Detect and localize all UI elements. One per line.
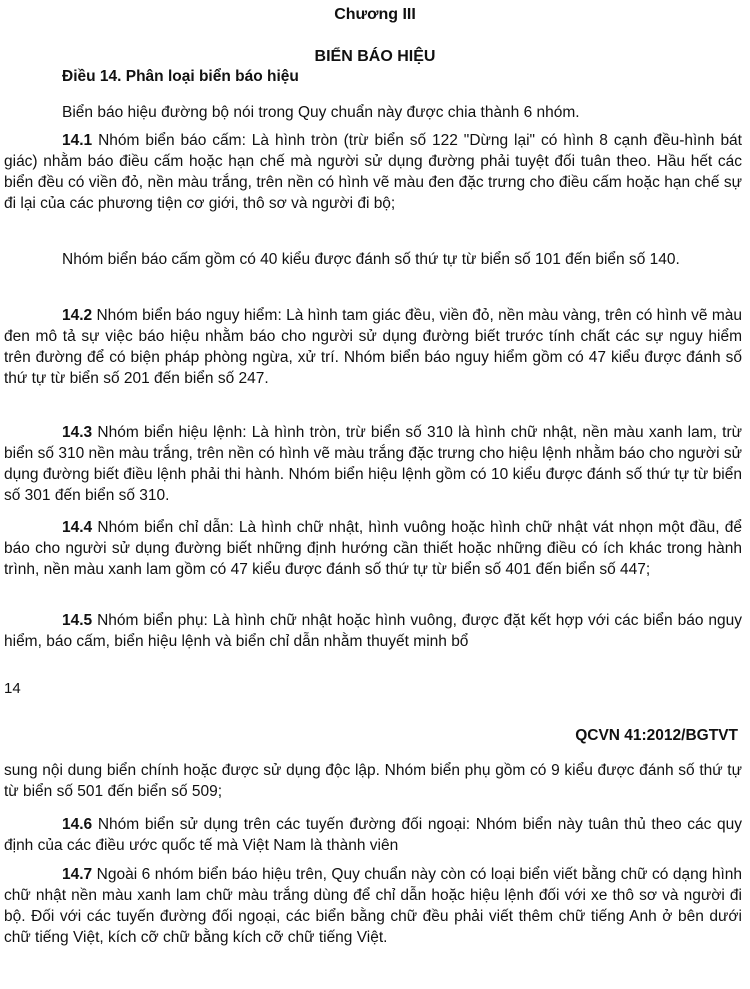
article-title: Điều 14. Phân loại biển báo hiệu <box>62 68 299 85</box>
item-14-2 <box>4 305 742 389</box>
running-header: QCVN 41:2012/BGTVT <box>575 727 738 744</box>
item-text: Nhóm biển phụ: Là hình chữ nhật hoặc hình vuông, được đặt kết hợp với các biển báo nguy hiểm, báo cấm, biển hiệu lệnh và biển chỉ dẫn nhằm thuyết minh bổ <box>4 612 742 650</box>
intro-paragraph: Biển báo hiệu đường bộ nói trong Quy chuẩn này được chia thành 6 nhóm. <box>62 104 580 121</box>
item-14-4 <box>4 517 742 580</box>
page-number: 14 <box>4 680 21 697</box>
continuation-paragraph: sung nội dung biển chính hoặc được sử dụng độc lập. Nhóm biển phụ gồm có 9 kiểu được đánh số thứ tự từ biển số 501 đến biển số 509; <box>4 762 742 800</box>
item-text: Ngoài 6 nhóm biển báo hiệu trên, Quy chuẩn này còn có loại biển viết bằng chữ có dạng hình chữ nhật nền màu xanh lam chữ màu trắng dùng để chỉ dẫn hoặc hiệu lệnh đối với xe thô sơ và người đi bộ. Đối với các tuyến đường đối ngoại, các biển bằng chữ đều phải viết thêm chữ tiếng Anh ở bên dưới chữ tiếng Việt, kích cỡ chữ bằng kích cỡ chữ tiếng Việt. <box>4 866 742 946</box>
item-text: Nhóm biển báo nguy hiểm: Là hình tam giác đều, viền đỏ, nền màu vàng, trên có hình vẽ màu đen mô tả sự việc báo hiệu nhằm báo cho người sử dụng đường biết trước tính chất các sự nguy hiểm trên đường để có biện pháp phòng ngừa, xử trí. Nhóm biển báo nguy hiểm gồm có 47 kiểu được đánh số thứ tự từ biển số 201 đến biển số 247. <box>4 307 742 387</box>
item-text: Nhóm biển báo cấm gồm có 40 kiểu được đánh số thứ tự từ biển số 101 đến biển số 140. <box>62 251 680 268</box>
item-14-5 <box>4 610 742 652</box>
chapter-heading: Chương III <box>334 6 416 23</box>
item-text: Nhóm biển chỉ dẫn: Là hình chữ nhật, hình vuông hoặc hình chữ nhật vát nhọn một đầu, để báo cho người sử dụng đường biết những định hướng cần thiết hoặc những điều có ích khác trong hành trình, nền màu xanh lam gồm có 47 kiểu được đánh số thứ tự từ biển số 401 đến biển số 447; <box>4 519 742 578</box>
item-14-3 <box>4 422 742 506</box>
item-number: 14.1 <box>62 132 93 149</box>
item-14-7 <box>4 864 742 948</box>
item-number: 14.3 <box>62 424 93 441</box>
item-number: 14.7 <box>62 866 93 883</box>
item-14-6 <box>4 814 742 856</box>
item-text: Nhóm biển hiệu lệnh: Là hình tròn, trừ biển số 310 là hình chữ nhật, nền màu xanh lam, trừ biển số 310 nền màu trắng, trên nền có hình vẽ màu trắng đặc trưng cho hiệu lệnh nhằm báo cho người sử dụng đường biết điều lệnh phải thi hành. Nhóm biển hiệu lệnh gồm có 10 kiểu được đánh số thứ tự từ biển số 301 đến biển số 310. <box>4 424 742 504</box>
item-number: 14.5 <box>62 612 93 629</box>
item-number: 14.2 <box>62 307 93 324</box>
item-number: 14.6 <box>62 816 93 833</box>
item-14-1-count <box>4 249 742 270</box>
section-title: BIỂN BÁO HIỆU <box>314 48 436 65</box>
item-text: Nhóm biển sử dụng trên các tuyến đường đối ngoại: Nhóm biển này tuân thủ theo các quy định của các điều ước quốc tế mà Việt Nam là thành viên <box>4 816 742 854</box>
item-text: Nhóm biển báo cấm: Là hình tròn (trừ biển số 122 "Dừng lại" có hình 8 cạnh đều-hình bát giác) nhằm báo điều cấm hoặc hạn chế mà người sử dụng đường phải tuyệt đối tuân theo. Hầu hết các biển đều có viền đỏ, nền màu trắng, trên nền có hình vẽ màu đen đặc trưng cho điều cấm hoặc hạn chế sự đi lại của các phương tiện cơ giới, thô sơ và người đi bộ; <box>4 132 742 212</box>
item-number: 14.4 <box>62 519 93 536</box>
item-14-1 <box>4 130 742 214</box>
